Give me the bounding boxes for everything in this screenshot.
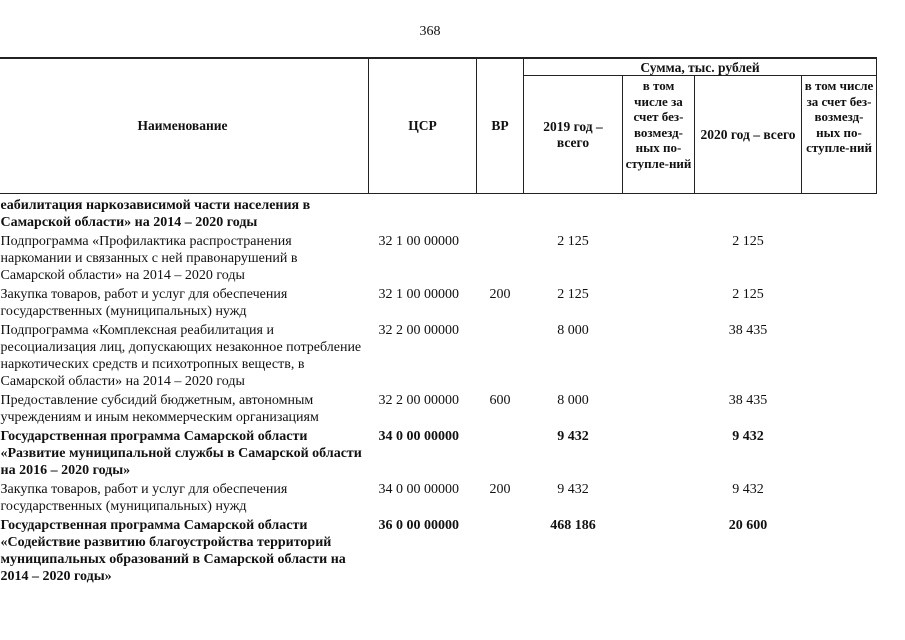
cell-2020-total: 2 125 bbox=[732, 287, 764, 302]
cell-2019-total: 2 125 bbox=[557, 234, 589, 249]
cell-csr: 32 1 00 00000 bbox=[378, 287, 459, 302]
cell-name: Подпрограмма «Профилактика распространения наркомании и связанных с ней правонарушений в Самарской области» на 2014 – 2020 годы bbox=[0, 234, 298, 283]
cell-vr bbox=[477, 231, 524, 284]
cell-2019-total bbox=[524, 194, 623, 232]
cell-2020-total: 2 125 bbox=[732, 234, 764, 249]
column-header-name: Наименование bbox=[0, 58, 369, 194]
cell-2019-total: 2 125 bbox=[557, 287, 589, 302]
cell-vr: 600 bbox=[489, 393, 511, 408]
table-body bbox=[0, 194, 877, 586]
cell-csr: 32 1 00 00000 bbox=[378, 234, 459, 249]
cell-2020-free bbox=[802, 284, 877, 320]
cell-2020-free bbox=[802, 194, 877, 232]
cell-vr bbox=[477, 515, 524, 585]
cell-vr bbox=[477, 320, 524, 390]
table-row bbox=[0, 426, 877, 479]
cell-name: Предоставление субсидий бюджетным, автономным учреждениям и иным некоммерческим организациям bbox=[0, 393, 319, 425]
cell-2019-free bbox=[623, 479, 695, 515]
cell-2020-free bbox=[802, 320, 877, 390]
table-header bbox=[0, 58, 877, 194]
cell-2019-free bbox=[623, 320, 695, 390]
cell-vr: 200 bbox=[489, 482, 511, 497]
cell-csr: 34 0 00 00000 bbox=[378, 429, 459, 444]
cell-2019-total: 9 432 bbox=[557, 429, 589, 444]
page-number: 368 bbox=[419, 24, 441, 39]
cell-csr: 32 2 00 00000 bbox=[378, 323, 459, 338]
cell-2020-total: 20 600 bbox=[728, 518, 768, 533]
cell-vr bbox=[477, 426, 524, 479]
table-row bbox=[0, 231, 877, 284]
cell-name: Закупка товаров, работ и услуг для обеспечения государственных (муниципальных) нужд bbox=[0, 287, 288, 319]
column-header-vr: ВР bbox=[477, 58, 524, 194]
cell-2019-free bbox=[623, 426, 695, 479]
column-header-sum-group: Сумма, тыс. рублей bbox=[524, 58, 877, 76]
cell-csr: 36 0 00 00000 bbox=[378, 518, 459, 533]
cell-2020-free bbox=[802, 426, 877, 479]
table-row bbox=[0, 320, 877, 390]
cell-name: Государственная программа Самарской области «Содействие развитию благоустройства территорий муниципальных образований в Самарской области на 2014 – 2020 годы» bbox=[0, 518, 346, 584]
cell-2020-total: 38 435 bbox=[728, 323, 768, 338]
column-header-2020-free: в том числе за счет без-возмезд-ных по-ступле-ний bbox=[802, 76, 877, 194]
table-row bbox=[0, 194, 877, 232]
cell-csr: 32 2 00 00000 bbox=[378, 393, 459, 408]
table-row bbox=[0, 284, 877, 320]
table-row bbox=[0, 390, 877, 426]
column-header-csr: ЦСР bbox=[369, 58, 477, 194]
column-header-2019-total: 2019 год – всего bbox=[524, 76, 623, 194]
cell-2020-free bbox=[802, 479, 877, 515]
cell-2019-total: 9 432 bbox=[557, 482, 589, 497]
column-header-2019-free: в том числе за счет без-возмезд-ных по-ступле-ний bbox=[623, 76, 695, 194]
cell-2019-free bbox=[623, 284, 695, 320]
table-row bbox=[0, 479, 877, 515]
cell-2020-total: 9 432 bbox=[732, 429, 764, 444]
cell-2019-total: 8 000 bbox=[557, 393, 589, 408]
cell-name: Подпрограмма «Комплексная реабилитация и ресоциализация лиц, допускающих незаконное потребление наркотических средств и психотропных веществ, в Самарской области» на 2014 – 2020 годы bbox=[0, 323, 362, 389]
cell-vr bbox=[477, 194, 524, 232]
table-row bbox=[0, 515, 877, 585]
cell-name: Государственная программа Самарской области «Развитие муниципальной службы в Самарской области на 2016 – 2020 годы» bbox=[0, 429, 362, 478]
cell-2020-total bbox=[695, 194, 802, 232]
column-header-2020-total: 2020 год – всего bbox=[695, 76, 802, 194]
cell-2019-free bbox=[623, 231, 695, 284]
cell-csr: 34 0 00 00000 bbox=[378, 482, 459, 497]
cell-2020-free bbox=[802, 390, 877, 426]
cell-2020-total: 9 432 bbox=[732, 482, 764, 497]
cell-2019-free bbox=[623, 194, 695, 232]
cell-2020-free bbox=[802, 231, 877, 284]
cell-2019-free bbox=[623, 390, 695, 426]
cell-2019-total: 8 000 bbox=[557, 323, 589, 338]
cell-2019-free bbox=[623, 515, 695, 585]
cell-csr bbox=[369, 194, 477, 232]
cell-2020-total: 38 435 bbox=[728, 393, 768, 408]
budget-table bbox=[0, 57, 877, 585]
cell-2019-total: 468 186 bbox=[550, 518, 596, 533]
cell-vr: 200 bbox=[489, 287, 511, 302]
cell-name: Закупка товаров, работ и услуг для обеспечения государственных (муниципальных) нужд bbox=[0, 482, 288, 514]
cell-name: еабилитация наркозависимой части населения в Самарской области» на 2014 – 2020 годы bbox=[0, 198, 311, 230]
cell-2020-free bbox=[802, 515, 877, 585]
